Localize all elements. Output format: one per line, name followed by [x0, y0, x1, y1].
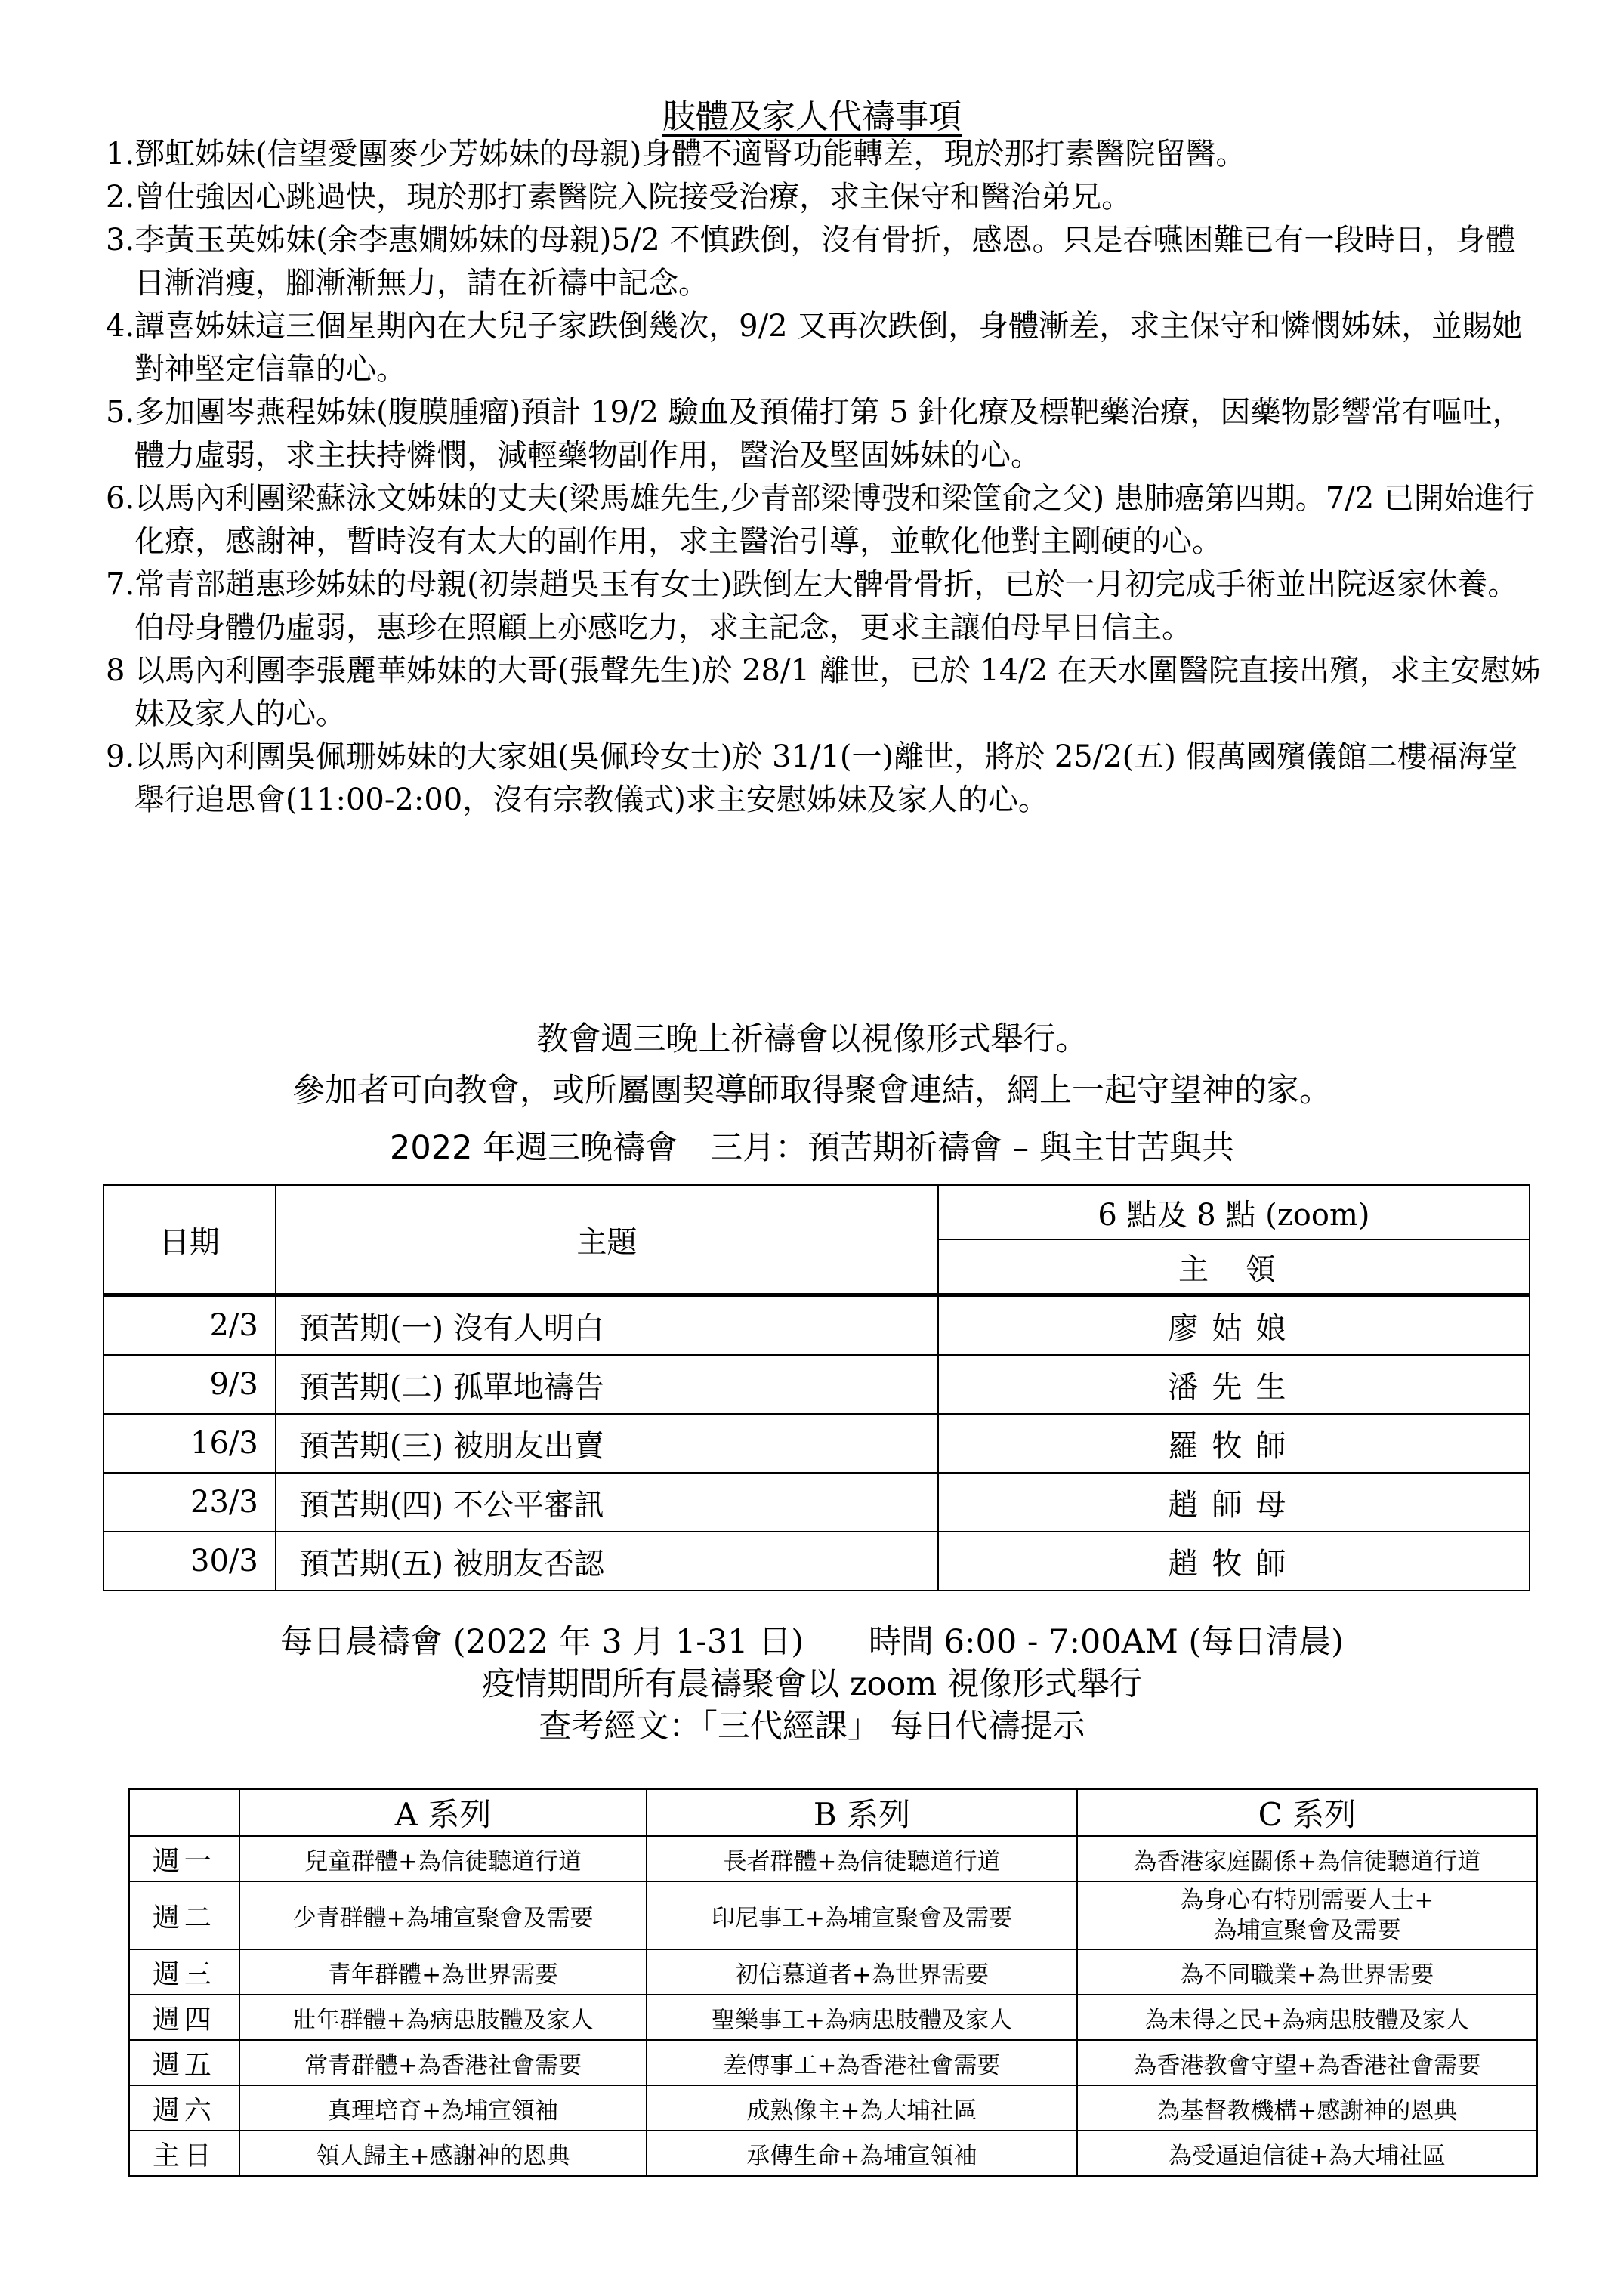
- prayer-section-title: 肢體及家人代禱事項: [662, 97, 962, 136]
- series-a-cell: 真理培育+為埔宣領袖: [239, 2085, 647, 2131]
- series-b-cell: 承傳生命+為埔宣領袖: [647, 2131, 1076, 2176]
- table-row: [129, 2085, 1537, 2131]
- series-a-cell: 少青群體+為埔宣聚會及需要: [239, 1881, 647, 1949]
- prayer-item: 3.李黃玉英姊妹(余李惠嫺姊妹的母親)5/2 不慎跌倒，沒有骨折，感恩。只是吞嚥困難已有一段時日，身體日漸消瘦，腳漸漸無力，請在祈禱中記念。: [106, 223, 1516, 301]
- series-c-cell: 為未得之民+為病患肢體及家人: [1077, 1995, 1537, 2040]
- corner-cell: [129, 1789, 239, 1836]
- prayer-item: 5.多加團岑燕程姊妹(腹膜腫瘤)預計 19/2 驗血及預備打第 5 針化療及標靶藥治療，因藥物影響常有嘔吐，體力虛弱，求主扶持憐憫，減輕藥物副作用，醫治及堅固姊妹的心。: [106, 395, 1523, 473]
- series-c-line2: 為埔宣聚會及需要: [1213, 1917, 1401, 1944]
- day-cell: 週一: [129, 1836, 239, 1881]
- topic-cell: 預苦期(五) 被朋友否認: [276, 1532, 938, 1591]
- topic-cell: 預苦期(一) 沒有人明白: [276, 1295, 938, 1356]
- table-row: [103, 1355, 1530, 1414]
- table-row: [103, 1473, 1530, 1532]
- date-cell: 23/3: [103, 1473, 276, 1532]
- series-a-cell: 領人歸主+感謝神的恩典: [239, 2131, 647, 2176]
- column-header-a: A 系列: [239, 1789, 647, 1836]
- series-c-cell: 為受逼迫信徒+為大埔社區: [1077, 2131, 1537, 2176]
- morning-prayer-zoom-note: 疫情期間所有晨禱聚會以 zoom 視像形式舉行: [482, 1665, 1142, 1703]
- day-cell: 週四: [129, 1995, 239, 2040]
- prayer-item: 6.以馬內利團梁蘇泳文姊妹的丈夫(梁馬雄先生,少青部梁博弢和梁筐俞之父) 患肺癌第四期。7/2 已開始進行化療，感謝神，暫時沒有太大的副作用，求主醫治引導，並軟化他對主剛硬的心。: [106, 481, 1535, 559]
- series-a-cell: 壯年群體+為病患肢體及家人: [239, 1995, 647, 2040]
- prayer-list: [106, 133, 1541, 822]
- wednesday-schedule-table: [103, 1184, 1530, 1591]
- series-c-cell: [1077, 1881, 1537, 1949]
- table-row: [103, 1414, 1530, 1473]
- day-cell: 週二: [129, 1881, 239, 1949]
- series-a-cell: 兒童群體+為信徒聽道行道: [239, 1836, 647, 1881]
- leader-cell: 趙牧師: [938, 1532, 1530, 1591]
- series-c-cell: 為香港教會守望+為香港社會需要: [1077, 2040, 1537, 2085]
- leader-cell: 潘先生: [938, 1355, 1530, 1414]
- series-c-cell: 為香港家庭關係+為信徒聽道行道: [1077, 1836, 1537, 1881]
- table-row: [129, 2040, 1537, 2085]
- day-cell: 週三: [129, 1949, 239, 1995]
- table-row: [103, 1295, 1530, 1356]
- day-cell: 週六: [129, 2085, 239, 2131]
- series-b-cell: 成熟像主+為大埔社區: [647, 2085, 1076, 2131]
- column-header-b: B 系列: [647, 1789, 1076, 1836]
- series-b-cell: 差傳事工+為香港社會需要: [647, 2040, 1076, 2085]
- column-header-time: 6 點及 8 點 (zoom): [938, 1185, 1530, 1239]
- series-a-cell: 青年群體+為世界需要: [239, 1949, 647, 1995]
- date-cell: 16/3: [103, 1414, 276, 1473]
- table-row: [129, 1881, 1537, 1949]
- prayer-item: 2.曾仕強因心跳過快，現於那打素醫院入院接受治療，求主保守和醫治弟兄。: [106, 180, 1132, 214]
- series-c-cell: 為基督教機構+感謝神的恩典: [1077, 2085, 1537, 2131]
- series-b-cell: 聖樂事工+為病患肢體及家人: [647, 1995, 1076, 2040]
- table-row: [129, 1949, 1537, 1995]
- table-row: [129, 1836, 1537, 1881]
- series-a-cell: 常青群體+為香港社會需要: [239, 2040, 647, 2085]
- column-header-topic: 主題: [276, 1185, 938, 1295]
- prayer-item: 1.鄧虹姊妹(信望愛團麥少芳姊妹的母親)身體不適腎功能轉差，現於那打素醫院留醫。: [106, 137, 1246, 171]
- leader-cell: 廖姑娘: [938, 1295, 1530, 1356]
- series-b-cell: 初信慕道者+為世界需要: [647, 1949, 1076, 1995]
- table-row: [129, 1995, 1537, 2040]
- wednesday-notice-line2: 參加者可向教會，或所屬團契導師取得聚會連結，網上一起守望神的家。: [292, 1072, 1332, 1109]
- prayer-item: 8 以馬內利團李張麗華姊妹的大哥(張聲先生)於 28/1 離世，已於 14/2 在天水圍醫院直接出殯，求主安慰姊妹及家人的心。: [106, 653, 1541, 731]
- day-cell: 主日: [129, 2131, 239, 2176]
- morning-prayer-heading: 每日晨禱會 (2022 年 3 月 1-31 日) 時間 6:00 - 7:00AM (每日清晨): [280, 1623, 1344, 1661]
- morning-prayer-table: [128, 1788, 1538, 2177]
- leader-cell: 趙師母: [938, 1473, 1530, 1532]
- column-header-date: 日期: [103, 1185, 276, 1295]
- series-c-line1: 為身心有特別需要人士+: [1180, 1887, 1434, 1914]
- series-b-cell: 印尼事工+為埔宣聚會及需要: [647, 1881, 1076, 1949]
- table-row: [129, 2131, 1537, 2176]
- date-cell: 2/3: [103, 1295, 276, 1356]
- topic-cell: 預苦期(四) 不公平審訊: [276, 1473, 938, 1532]
- prayer-item: 7.常青部趙惠珍姊妹的母親(初崇趙吳玉有女士)跌倒左大髀骨骨折，已於一月初完成手術並出院返家休養。伯母身體仍虛弱，惠珍在照顧上亦感吃力，求主記念，更求主讓伯母早日信主。: [106, 567, 1518, 645]
- wednesday-notice-line1: 教會週三晚上祈禱會以視像形式舉行。: [536, 1020, 1088, 1058]
- morning-prayer-scripture-note: 查考經文：「三代經課」 每日代禱提示: [539, 1708, 1085, 1745]
- column-header-c: C 系列: [1077, 1789, 1537, 1836]
- series-b-cell: 長者群體+為信徒聽道行道: [647, 1836, 1076, 1881]
- wednesday-theme-heading: 2022 年週三晚禱會 三月：預苦期祈禱會 – 與主甘苦與共: [390, 1129, 1234, 1167]
- prayer-item: 4.譚喜姊妹這三個星期內在大兒子家跌倒幾次，9/2 又再次跌倒，身體漸差，求主保守和憐憫姊妹，並賜她對神堅定信靠的心。: [106, 309, 1523, 387]
- topic-cell: 預苦期(二) 孤單地禱告: [276, 1355, 938, 1414]
- series-c-cell: 為不同職業+為世界需要: [1077, 1949, 1537, 1995]
- leader-cell: 羅牧師: [938, 1414, 1530, 1473]
- column-header-leader: 主 領: [938, 1239, 1530, 1295]
- date-cell: 9/3: [103, 1355, 276, 1414]
- date-cell: 30/3: [103, 1532, 276, 1591]
- prayer-item: 9.以馬內利團吳佩珊姊妹的大家姐(吳佩玲女士)於 31/1(一)離世，將於 25/2(五) 假萬國殯儀館二樓福海堂舉行追思會(11:00-2:00，沒有宗教儀式)求主安慰姊妹及家人的心。: [106, 739, 1518, 817]
- topic-cell: 預苦期(三) 被朋友出賣: [276, 1414, 938, 1473]
- table-row: [103, 1532, 1530, 1591]
- day-cell: 週五: [129, 2040, 239, 2085]
